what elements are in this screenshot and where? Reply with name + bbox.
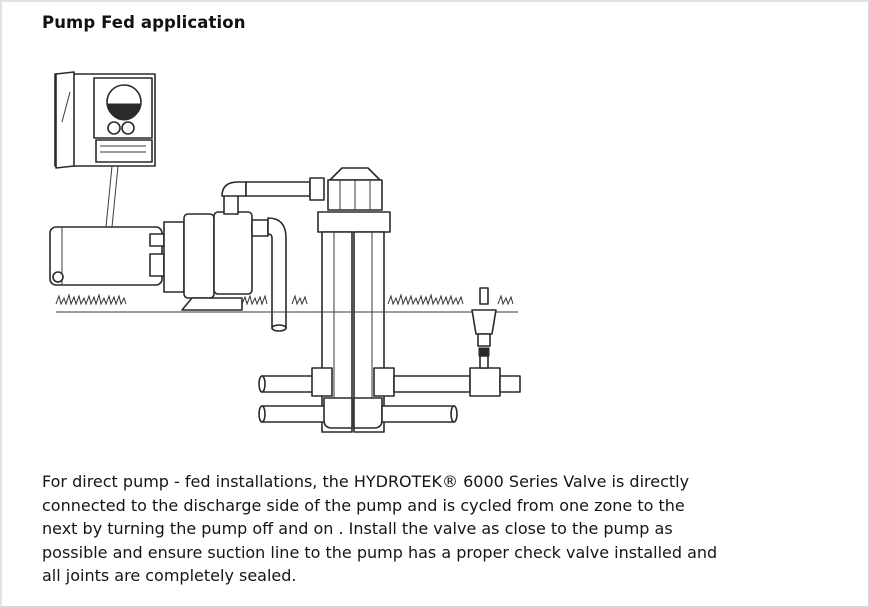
zone-pipes-icon bbox=[259, 368, 520, 428]
pump-fed-diagram bbox=[42, 62, 542, 442]
page-title: Pump Fed application bbox=[42, 13, 246, 32]
ground-line-icon bbox=[56, 295, 518, 312]
sprinkler-head-icon bbox=[472, 288, 496, 368]
description-line: possible and ensure suction line to the pump has a proper check valve installed and bbox=[42, 542, 718, 562]
description-paragraph bbox=[42, 470, 842, 588]
controller-box-icon bbox=[55, 72, 155, 227]
description-line: next by turning the pump off and on . Install the valve as close to the pump as bbox=[42, 519, 673, 538]
description-line: connected to the discharge side of the pump and is cycled from one zone to the bbox=[42, 495, 685, 515]
description-line: all joints are completely sealed. bbox=[42, 566, 297, 585]
description-line: For direct pump - fed installations, the HYDROTEK® 6000 Series Valve is directly bbox=[42, 472, 690, 491]
pump-icon bbox=[50, 194, 286, 331]
discharge-pipe-icon bbox=[222, 178, 324, 200]
